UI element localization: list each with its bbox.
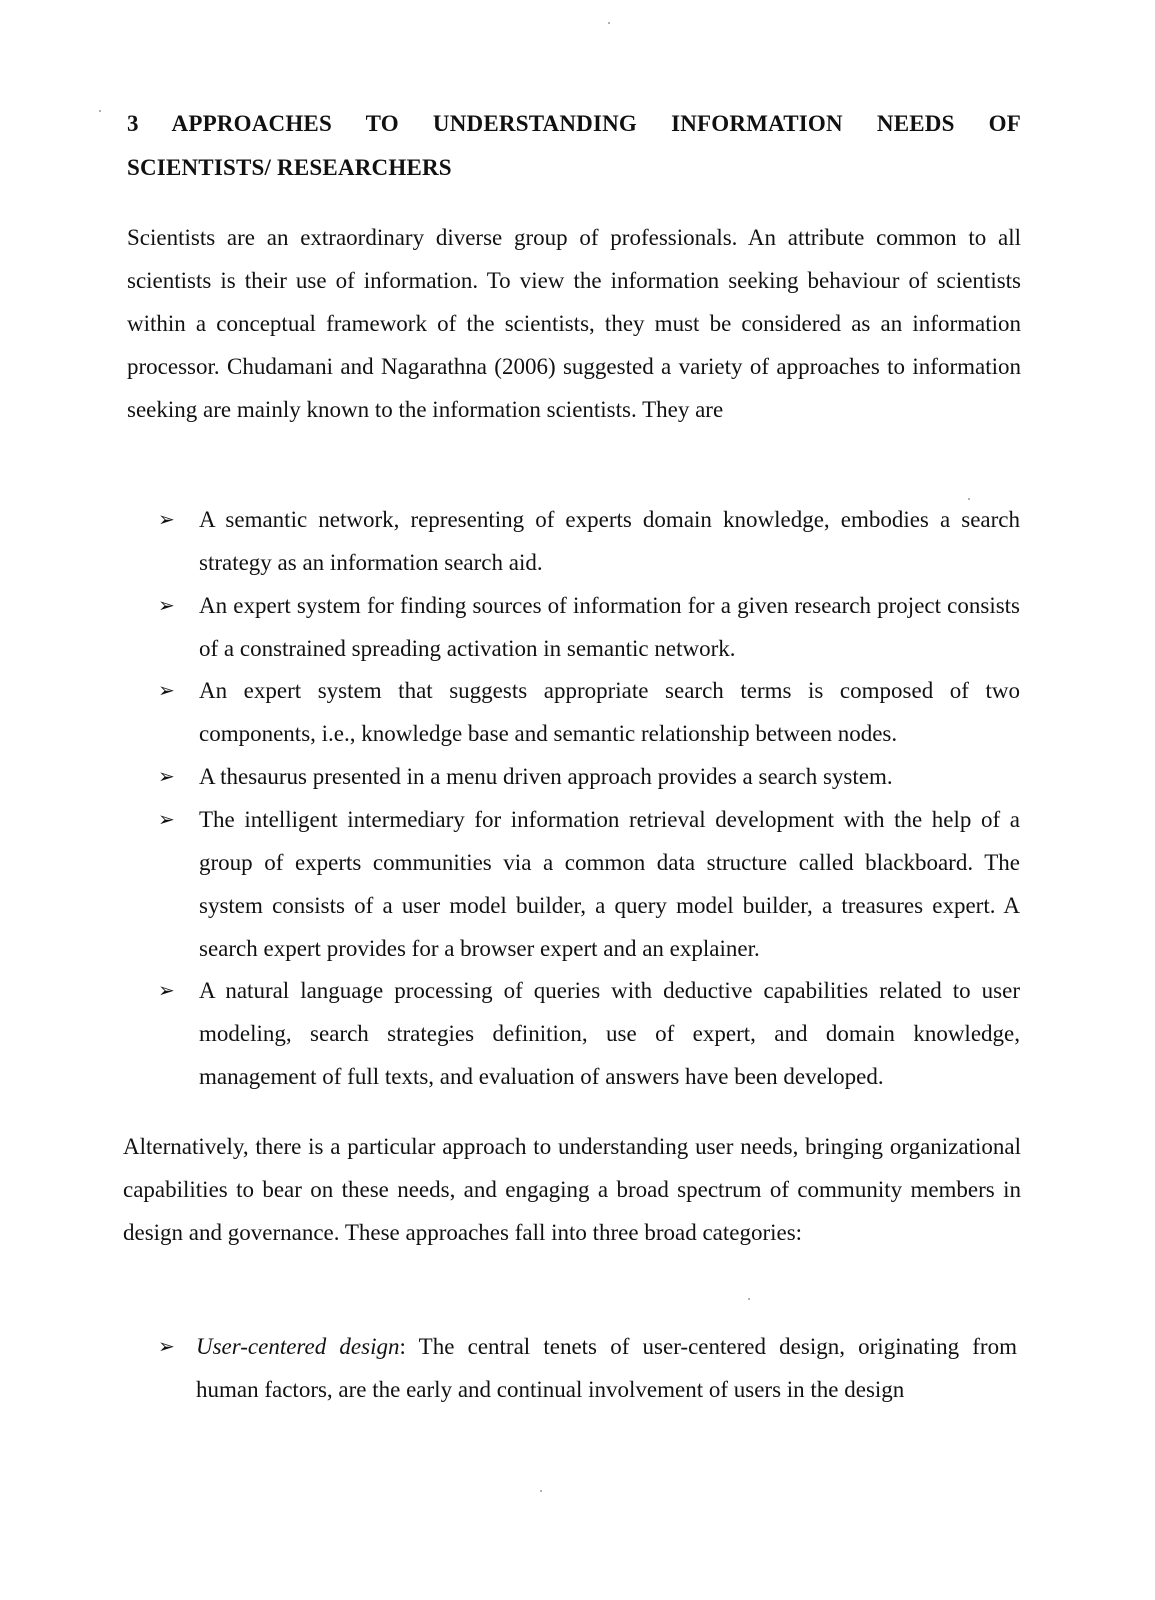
arrow-bullet-icon: ➢: [158, 678, 175, 702]
scan-speck: [540, 1490, 542, 1492]
category-description: : The central tenets of user-centered design, originating from human factors, are the early and continual involvement of users in the design: [196, 1334, 1017, 1402]
scan-speck: [968, 498, 970, 500]
category-item-text: [196, 1325, 1017, 1411]
arrow-bullet-icon: ➢: [158, 807, 175, 831]
arrow-bullet-icon: ➢: [158, 593, 175, 617]
arrow-bullet-icon: ➢: [158, 1334, 175, 1358]
arrow-bullet-icon: ➢: [158, 764, 175, 788]
arrow-bullet-icon: ➢: [158, 978, 175, 1002]
list-item-text: A natural language processing of queries with deductive capabilities related to user modeling, search strategies definition, use of expert, and domain knowledge, management of full texts, and evaluation of answers have been developed.: [199, 978, 1020, 1089]
list-item-text: An expert system for finding sources of information for a given research project consists of a constrained spreading activation in semantic network.: [199, 593, 1020, 661]
section-heading-line-2: SCIENTISTS/ RESEARCHERS: [127, 155, 452, 180]
scan-speck: [608, 22, 610, 24]
section-heading-line-1: 3 APPROACHES TO UNDERSTANDING INFORMATION NEEDS OF: [127, 111, 1021, 136]
scan-speck: [748, 1298, 750, 1300]
list-item-text: A semantic network, representing of experts domain knowledge, embodies a search strategy as an information search aid.: [199, 507, 1020, 575]
category-term: User-centered design: [196, 1334, 400, 1359]
list-item-text: The intelligent intermediary for information retrieval development with the help of a group of experts communities via a common data structure called blackboard. The system consists of a user model builder, a query model builder, a treasures expert. A search expert provides for a browser expert and an explainer.: [199, 807, 1020, 961]
intro-paragraph: Scientists are an extraordinary diverse group of professionals. An attribute common to all scientists is their use of information. To view the information seeking behaviour of scientists within a conceptual framework of the scientists, they must be considered as an information processor. Chudamani and Nagarathna (2006) suggested a variety of approaches to information seeking are mainly known to the information scientists. They are: [127, 225, 1021, 422]
arrow-bullet-icon: ➢: [158, 507, 175, 531]
list-item-text: An expert system that suggests appropriate search terms is composed of two components, i.e., knowledge base and semantic relationship between nodes.: [199, 678, 1020, 746]
scan-speck: [99, 110, 101, 112]
list-item-text: A thesaurus presented in a menu driven approach provides a search system.: [199, 764, 893, 789]
second-paragraph: Alternatively, there is a particular approach to understanding user needs, bringing organizational capabilities to bear on these needs, and engaging a broad spectrum of community members in design and governance. These approaches fall into three broad categories:: [123, 1134, 1021, 1245]
